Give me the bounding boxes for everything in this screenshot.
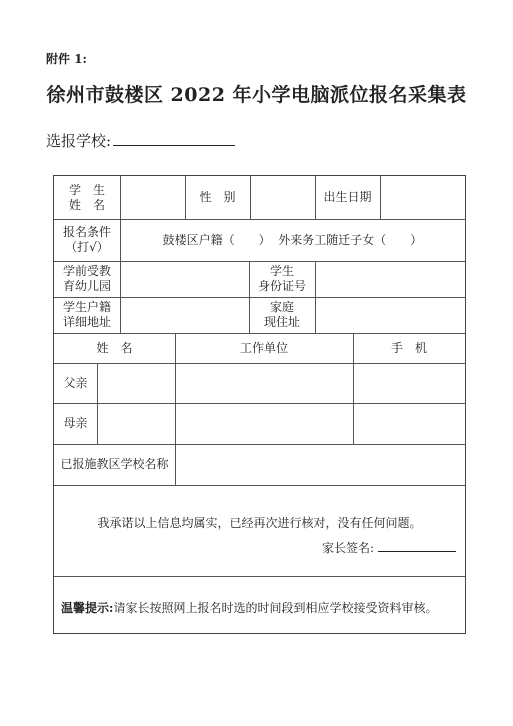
student-id-field[interactable] <box>315 261 465 297</box>
hukou-address-field[interactable] <box>120 297 249 333</box>
home-address-field[interactable] <box>315 297 465 333</box>
birth-date-label: 出生日期 <box>323 190 372 204</box>
mother-work-field[interactable] <box>175 403 353 444</box>
preschool-label: 学前受教 育幼儿园 <box>62 264 111 293</box>
father-label: 父亲 <box>63 375 88 390</box>
row-divider <box>54 576 465 577</box>
attachment-label: 附件 1: <box>46 52 87 66</box>
student-name-label: 学 生 姓 名 <box>68 182 105 212</box>
preschool-field[interactable] <box>120 261 249 297</box>
gender-label: 性 别 <box>199 190 236 204</box>
tip-row <box>61 599 437 616</box>
father-phone-field[interactable] <box>353 363 465 403</box>
mother-name-field[interactable] <box>97 403 175 444</box>
school-input-line[interactable] <box>113 133 235 146</box>
tip-label: 温馨提示: <box>61 601 114 615</box>
father-work-field[interactable] <box>175 363 353 403</box>
col-work-header: 工作单位 <box>239 340 288 355</box>
col-phone-header: 手 机 <box>390 340 427 355</box>
registration-form-table <box>53 175 466 634</box>
gender-field[interactable] <box>250 176 315 219</box>
condition-options[interactable]: 鼓楼区户籍（ ） 外来务工随迁子女（ ） <box>162 232 423 247</box>
tip-text: 请家长按照网上报名时选的时间段到相应学校接受资料审核。 <box>113 601 438 615</box>
school-selection <box>46 130 235 151</box>
home-address-label: 家庭 现住址 <box>263 300 300 329</box>
signature-row <box>322 539 456 556</box>
col-name-header: 姓 名 <box>96 340 133 355</box>
father-name-field[interactable] <box>97 363 175 403</box>
hukou-address-label: 学生户籍 详细地址 <box>62 300 111 329</box>
signature-line[interactable] <box>378 541 456 552</box>
row-divider <box>54 485 465 486</box>
signature-label: 家长签名: <box>322 541 375 555</box>
applied-school-field[interactable] <box>175 444 465 485</box>
commitment-text: 我承诺以上信息均属实，已经再次进行核对，没有任何问题。 <box>97 516 422 530</box>
mother-phone-field[interactable] <box>353 403 465 444</box>
birth-date-field[interactable] <box>380 176 465 219</box>
page-title: 徐州市鼓楼区 2022 年小学电脑派位报名采集表 <box>46 84 467 106</box>
condition-label: 报名条件 （打√） <box>62 225 111 254</box>
student-id-label: 学生 身份证号 <box>257 264 306 293</box>
mother-label: 母亲 <box>63 416 88 430</box>
student-name-field[interactable] <box>120 176 185 219</box>
applied-school-label: 已报施教区学校名称 <box>60 457 169 471</box>
school-label: 选报学校: <box>46 132 112 150</box>
